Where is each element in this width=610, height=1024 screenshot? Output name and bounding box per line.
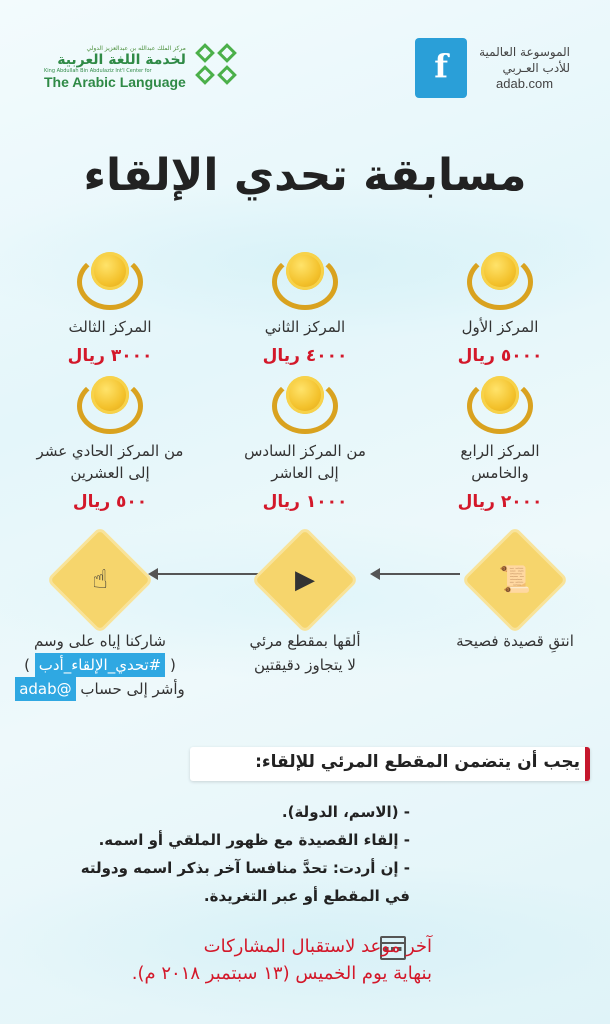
medal-icon bbox=[465, 248, 535, 310]
center-english-small: King Abdullah Bin Abdulaziz Int'l Center for bbox=[44, 67, 152, 74]
requirements-title: يجب أن يتضمن المقطع المرئي للإلقاء: bbox=[255, 752, 580, 772]
prize-2 bbox=[215, 248, 395, 366]
header bbox=[0, 0, 610, 140]
step-text: انتقِ قصيدة فصيحة bbox=[456, 632, 574, 650]
list-item: - إلقاء القصيدة مع ظهور الملقي أو اسمه. bbox=[98, 831, 410, 849]
steps-section bbox=[0, 545, 610, 698]
medal-icon bbox=[270, 372, 340, 434]
prize-label: المركز الثالث bbox=[68, 318, 152, 336]
step-text-line2: لا يتجاوز دقيقتين bbox=[254, 656, 356, 674]
prize-amount: ٣٠٠٠ ريال bbox=[67, 346, 153, 366]
medal-icon bbox=[465, 372, 535, 434]
list-item: في المقطع أو عبر التغريدة. bbox=[203, 887, 410, 905]
video-icon: ▶ bbox=[295, 565, 315, 595]
medal-icon bbox=[75, 372, 145, 434]
prize-label-line1: من المركز الحادي عشر bbox=[36, 442, 184, 460]
adab-logo bbox=[415, 38, 570, 98]
phone-tap-icon: ☝ bbox=[92, 565, 108, 595]
center-english-main: The Arabic Language bbox=[44, 73, 186, 90]
prize-4 bbox=[410, 372, 590, 512]
prize-amount: ٥٠٠ ريال bbox=[72, 492, 148, 512]
page-title: مسابقة تحدي الإلقاء bbox=[83, 150, 527, 201]
prize-label-line2: إلى العشرين bbox=[70, 464, 150, 482]
center-arabic-small: مركز الملك عبدالله بن عبدالعزيز الدولي bbox=[86, 44, 186, 52]
step-text-line1: ألقها بمقطع مرئي bbox=[249, 632, 361, 650]
list-item: - (الاسم، الدولة). bbox=[281, 803, 410, 821]
prize-label: المركز الأول bbox=[461, 318, 539, 336]
prize-label-line2: إلى العاشر bbox=[271, 464, 339, 482]
prize-amount: ٢٠٠٠ ريال bbox=[457, 492, 543, 512]
prize-amount: ٥٠٠٠ ريال bbox=[457, 346, 543, 366]
arabic-center-logo bbox=[44, 42, 244, 92]
deadline-line2: بنهاية يوم الخميس (١٣ سبتمبر ٢٠١٨ م). bbox=[131, 963, 432, 984]
list-item: - إن أردت: تحدَّ منافسا آخر بذكر اسمه ودولته bbox=[80, 859, 410, 877]
adab-org-url: adab.com bbox=[496, 76, 554, 91]
prize-label-line1: من المركز السادس bbox=[244, 442, 366, 460]
step-text-line1: شاركنا إياه على وسم bbox=[34, 632, 166, 650]
step-share: ☝ شاركنا إياه على وسم ( #تحدي_الإلقاء_أدب ) وأشر إلى حساب @adab bbox=[0, 545, 200, 701]
prize-label-line1: المركز الرابع bbox=[460, 442, 540, 460]
prize-amount: ٤٠٠٠ ريال bbox=[262, 346, 348, 366]
center-logo-icon bbox=[194, 42, 244, 92]
center-arabic-main: لخدمة اللغة العربية bbox=[57, 51, 186, 68]
prize-1 bbox=[410, 248, 590, 366]
prize-3 bbox=[20, 248, 200, 366]
prize-amount: ١٠٠٠ ريال bbox=[262, 492, 348, 512]
prize-label: المركز الثاني bbox=[264, 318, 346, 336]
deadline-line1: آخر موعد لاستقبال المشاركات bbox=[203, 936, 432, 957]
requirements-list bbox=[80, 798, 410, 910]
step-text-line3: وأشر إلى حساب bbox=[80, 680, 185, 698]
adab-logo-icon: f bbox=[415, 38, 467, 98]
adab-org-line2: للأدب العـربي bbox=[502, 61, 570, 75]
medal-icon bbox=[75, 248, 145, 310]
prize-6 bbox=[20, 372, 200, 512]
medal-icon bbox=[270, 248, 340, 310]
hashtag-link[interactable]: #تحدي_الإلقاء_أدب bbox=[35, 653, 166, 677]
step-choose-poem bbox=[420, 545, 610, 653]
adab-org-line1: الموسوعة العالمية bbox=[479, 45, 570, 59]
account-handle-link[interactable]: @adab bbox=[15, 677, 75, 701]
prize-5 bbox=[215, 372, 395, 512]
step-record-video bbox=[210, 545, 400, 677]
scroll-icon: 📜 bbox=[498, 565, 532, 595]
prize-label-line2: والخامس bbox=[471, 464, 529, 482]
deadline bbox=[132, 936, 432, 984]
